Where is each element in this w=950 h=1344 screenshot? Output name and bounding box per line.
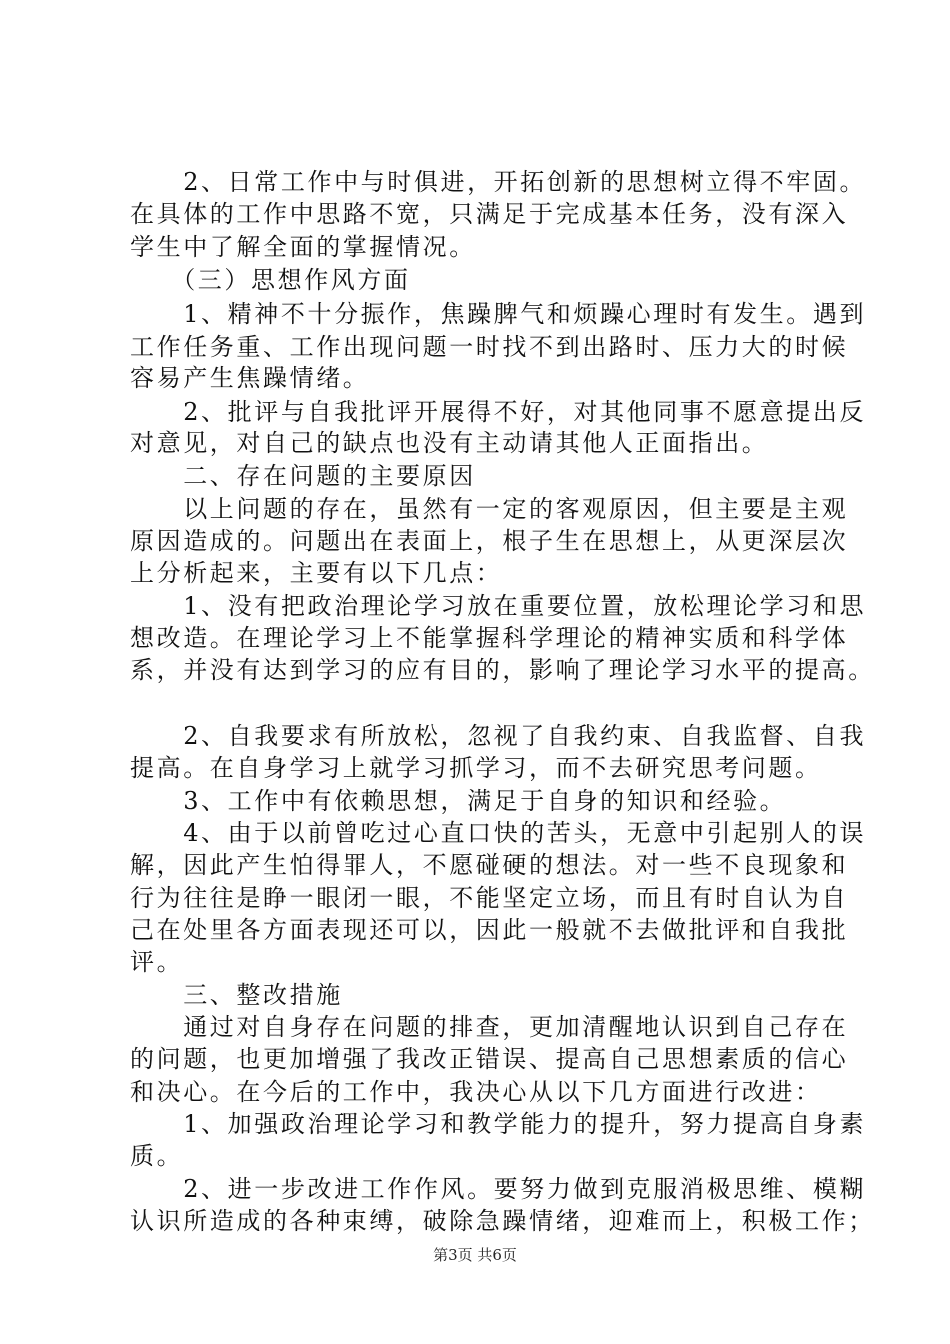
text-line: 行为往往是睁一眼闭一眼，不能坚定立场，而且有时自认为自: [130, 884, 849, 912]
text-line: 通过对自身存在问题的排查，更加清醒地认识到自己存在: [130, 1013, 849, 1041]
text-line: 工作任务重、工作出现问题一时找不到出路时、压力大的时候: [130, 333, 849, 361]
text-line: 上分析起来，主要有以下几点：: [130, 559, 503, 587]
text-line: 原因造成的。问题出在表面上，根子生在思想上，从更深层次: [130, 527, 849, 555]
text-line: 对意见，对自己的缺点也没有主动请其他人正面指出。: [130, 429, 769, 457]
text-line: 2、进一步改进工作作风。要努力做到克服消极思维、模糊: [130, 1175, 867, 1203]
text-line: 3、工作中有依赖思想，满足于自身的知识和经验。: [130, 787, 787, 815]
text-line: 2、批评与自我批评开展得不好，对其他同事不愿意提出反: [130, 398, 867, 426]
section-heading: 二、存在问题的主要原因: [130, 462, 476, 490]
text-line: 的问题，也更加增强了我改正错误、提高自己思想素质的信心: [130, 1045, 849, 1073]
text-line: 1、精神不十分振作，焦躁脾气和烦躁心理时有发生。遇到: [130, 300, 867, 328]
text-line: 提高。在自身学习上就学习抓学习，而不去研究思考问题。: [130, 754, 822, 782]
text-line: 评。: [130, 948, 184, 976]
text-line: 解，因此产生怕得罪人，不愿碰硬的想法。对一些不良现象和: [130, 851, 849, 879]
text-line: 以上问题的存在，虽然有一定的客观原因，但主要是主观: [130, 495, 849, 523]
text-line: 认识所造成的各种束缚，破除急躁情绪，迎难而上，积极工作；: [130, 1207, 875, 1235]
page-footer: 第3页 共6页: [433, 1246, 517, 1264]
section-heading: 三、整改措施: [130, 981, 343, 1009]
text-line: 1、没有把政治理论学习放在重要位置，放松理论学习和思: [130, 592, 867, 620]
text-line: 2、自我要求有所放松，忽视了自我约束、自我监督、自我: [130, 722, 867, 750]
section-heading: （三）思想作风方面: [130, 266, 411, 294]
text-line: 系，并没有达到学习的应有目的，影响了理论学习水平的提高。: [130, 656, 875, 684]
text-line: 己在处里各方面表现还可以，因此一般就不去做批评和自我批: [130, 916, 849, 944]
text-line: 4、由于以前曾吃过心直口快的苦头，无意中引起别人的误: [130, 819, 867, 847]
text-line: 1、加强政治理论学习和教学能力的提升，努力提高自身素: [130, 1110, 867, 1138]
text-line: 容易产生焦躁情绪。: [130, 364, 370, 392]
text-line: 想改造。在理论学习上不能掌握科学理论的精神实质和科学体: [130, 624, 849, 652]
text-line: 学生中了解全面的掌握情况。: [130, 233, 476, 261]
text-line: 和决心。在今后的工作中，我决心从以下几方面进行改进：: [130, 1078, 822, 1106]
text-line: 质。: [130, 1142, 184, 1170]
text-line: 在具体的工作中思路不宽，只满足于完成基本任务，没有深入: [130, 200, 849, 228]
text-line: 2、日常工作中与时俱进，开拓创新的思想树立得不牢固。: [130, 168, 867, 196]
